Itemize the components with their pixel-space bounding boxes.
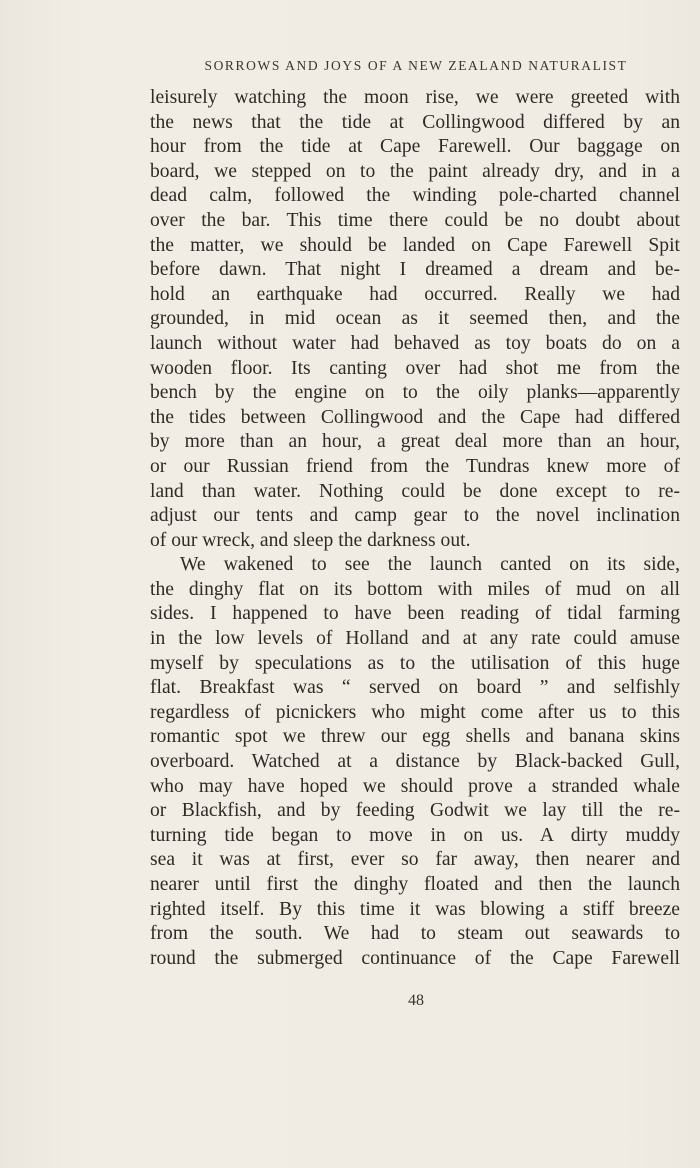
text-line: hour from the tide at Cape Farewell. Our baggage on	[150, 136, 680, 158]
text-line: land than water. Nothing could be done except to re-	[150, 480, 680, 502]
text-line: flat. Breakfast was “ served on board ” and selfishly	[150, 677, 680, 699]
page-number: 48	[408, 992, 424, 1009]
text-line: board, we stepped on to the paint already dry, and in a	[150, 160, 680, 182]
text-line: launch without water had behaved as toy boats do on a	[150, 332, 680, 354]
text-line: dead calm, followed the winding pole-charted channel	[150, 185, 680, 207]
text-line: leisurely watching the moon rise, we were greeted with	[150, 87, 680, 108]
text-line: hold an earthquake had occurred. Really we had	[150, 283, 680, 305]
text-line: turning tide began to move in on us. A dirty muddy	[150, 824, 680, 846]
body-text	[150, 86, 680, 971]
text-line: or our Russian friend from the Tundras knew more of	[150, 455, 680, 477]
text-line: the news that the tide at Collingwood differed by an	[150, 111, 680, 133]
text-line: adjust our tents and camp gear to the novel inclination	[150, 505, 680, 527]
text-line: the tides between Collingwood and the Cape had differed	[150, 406, 680, 428]
text-line: sea it was at first, ever so far away, then nearer and	[150, 849, 680, 871]
text-line: We wakened to see the launch canted on its side,	[180, 554, 680, 576]
text-line: righted itself. By this time it was blowing a stiff breeze	[150, 898, 680, 920]
text-line: from the south. We had to steam out seawards to	[150, 923, 680, 945]
text-line: over the bar. This time there could be no doubt about	[150, 209, 680, 231]
text-line: bench by the engine on to the oily planks—apparently	[150, 382, 680, 404]
text-line: before dawn. That night I dreamed a dream and be-	[150, 259, 680, 281]
text-line: by more than an hour, a great deal more than an hour,	[150, 431, 680, 453]
text-line: nearer until first the dinghy floated and then the launch	[150, 874, 680, 895]
text-line: round the submerged continuance of the Cape Farewell	[150, 947, 680, 969]
text-line: the dinghy flat on its bottom with miles of mud on all	[150, 578, 680, 600]
paragraph-1	[150, 86, 680, 553]
text-line: in the low levels of Holland and at any rate could amuse	[150, 628, 680, 650]
text-line: or Blackfish, and by feeding Godwit we lay till the re-	[150, 800, 680, 822]
text-line: sides. I happened to have been reading of tidal farming	[150, 603, 680, 625]
text-line: regardless of picnickers who might come after us to this	[150, 701, 680, 723]
text-line: myself by speculations as to the utilisation of this huge	[150, 652, 680, 674]
paragraph-2	[150, 553, 680, 971]
running-head: SORROWS AND JOYS OF A NEW ZEALAND NATURALIST	[204, 58, 628, 73]
text-line: the matter, we should be landed on Cape Farewell Spit	[150, 234, 680, 256]
text-line: romantic spot we threw our egg shells and banana skins	[150, 726, 680, 748]
text-line: wooden floor. Its canting over had shot me from the	[150, 357, 680, 379]
text-line: grounded, in mid ocean as it seemed then, and the	[150, 308, 680, 330]
text-line: who may have hoped we should prove a stranded whale	[150, 775, 680, 797]
text-line: overboard. Watched at a distance by Black-backed Gull,	[150, 751, 680, 773]
text-line: of our wreck, and sleep the darkness out.	[150, 529, 471, 551]
